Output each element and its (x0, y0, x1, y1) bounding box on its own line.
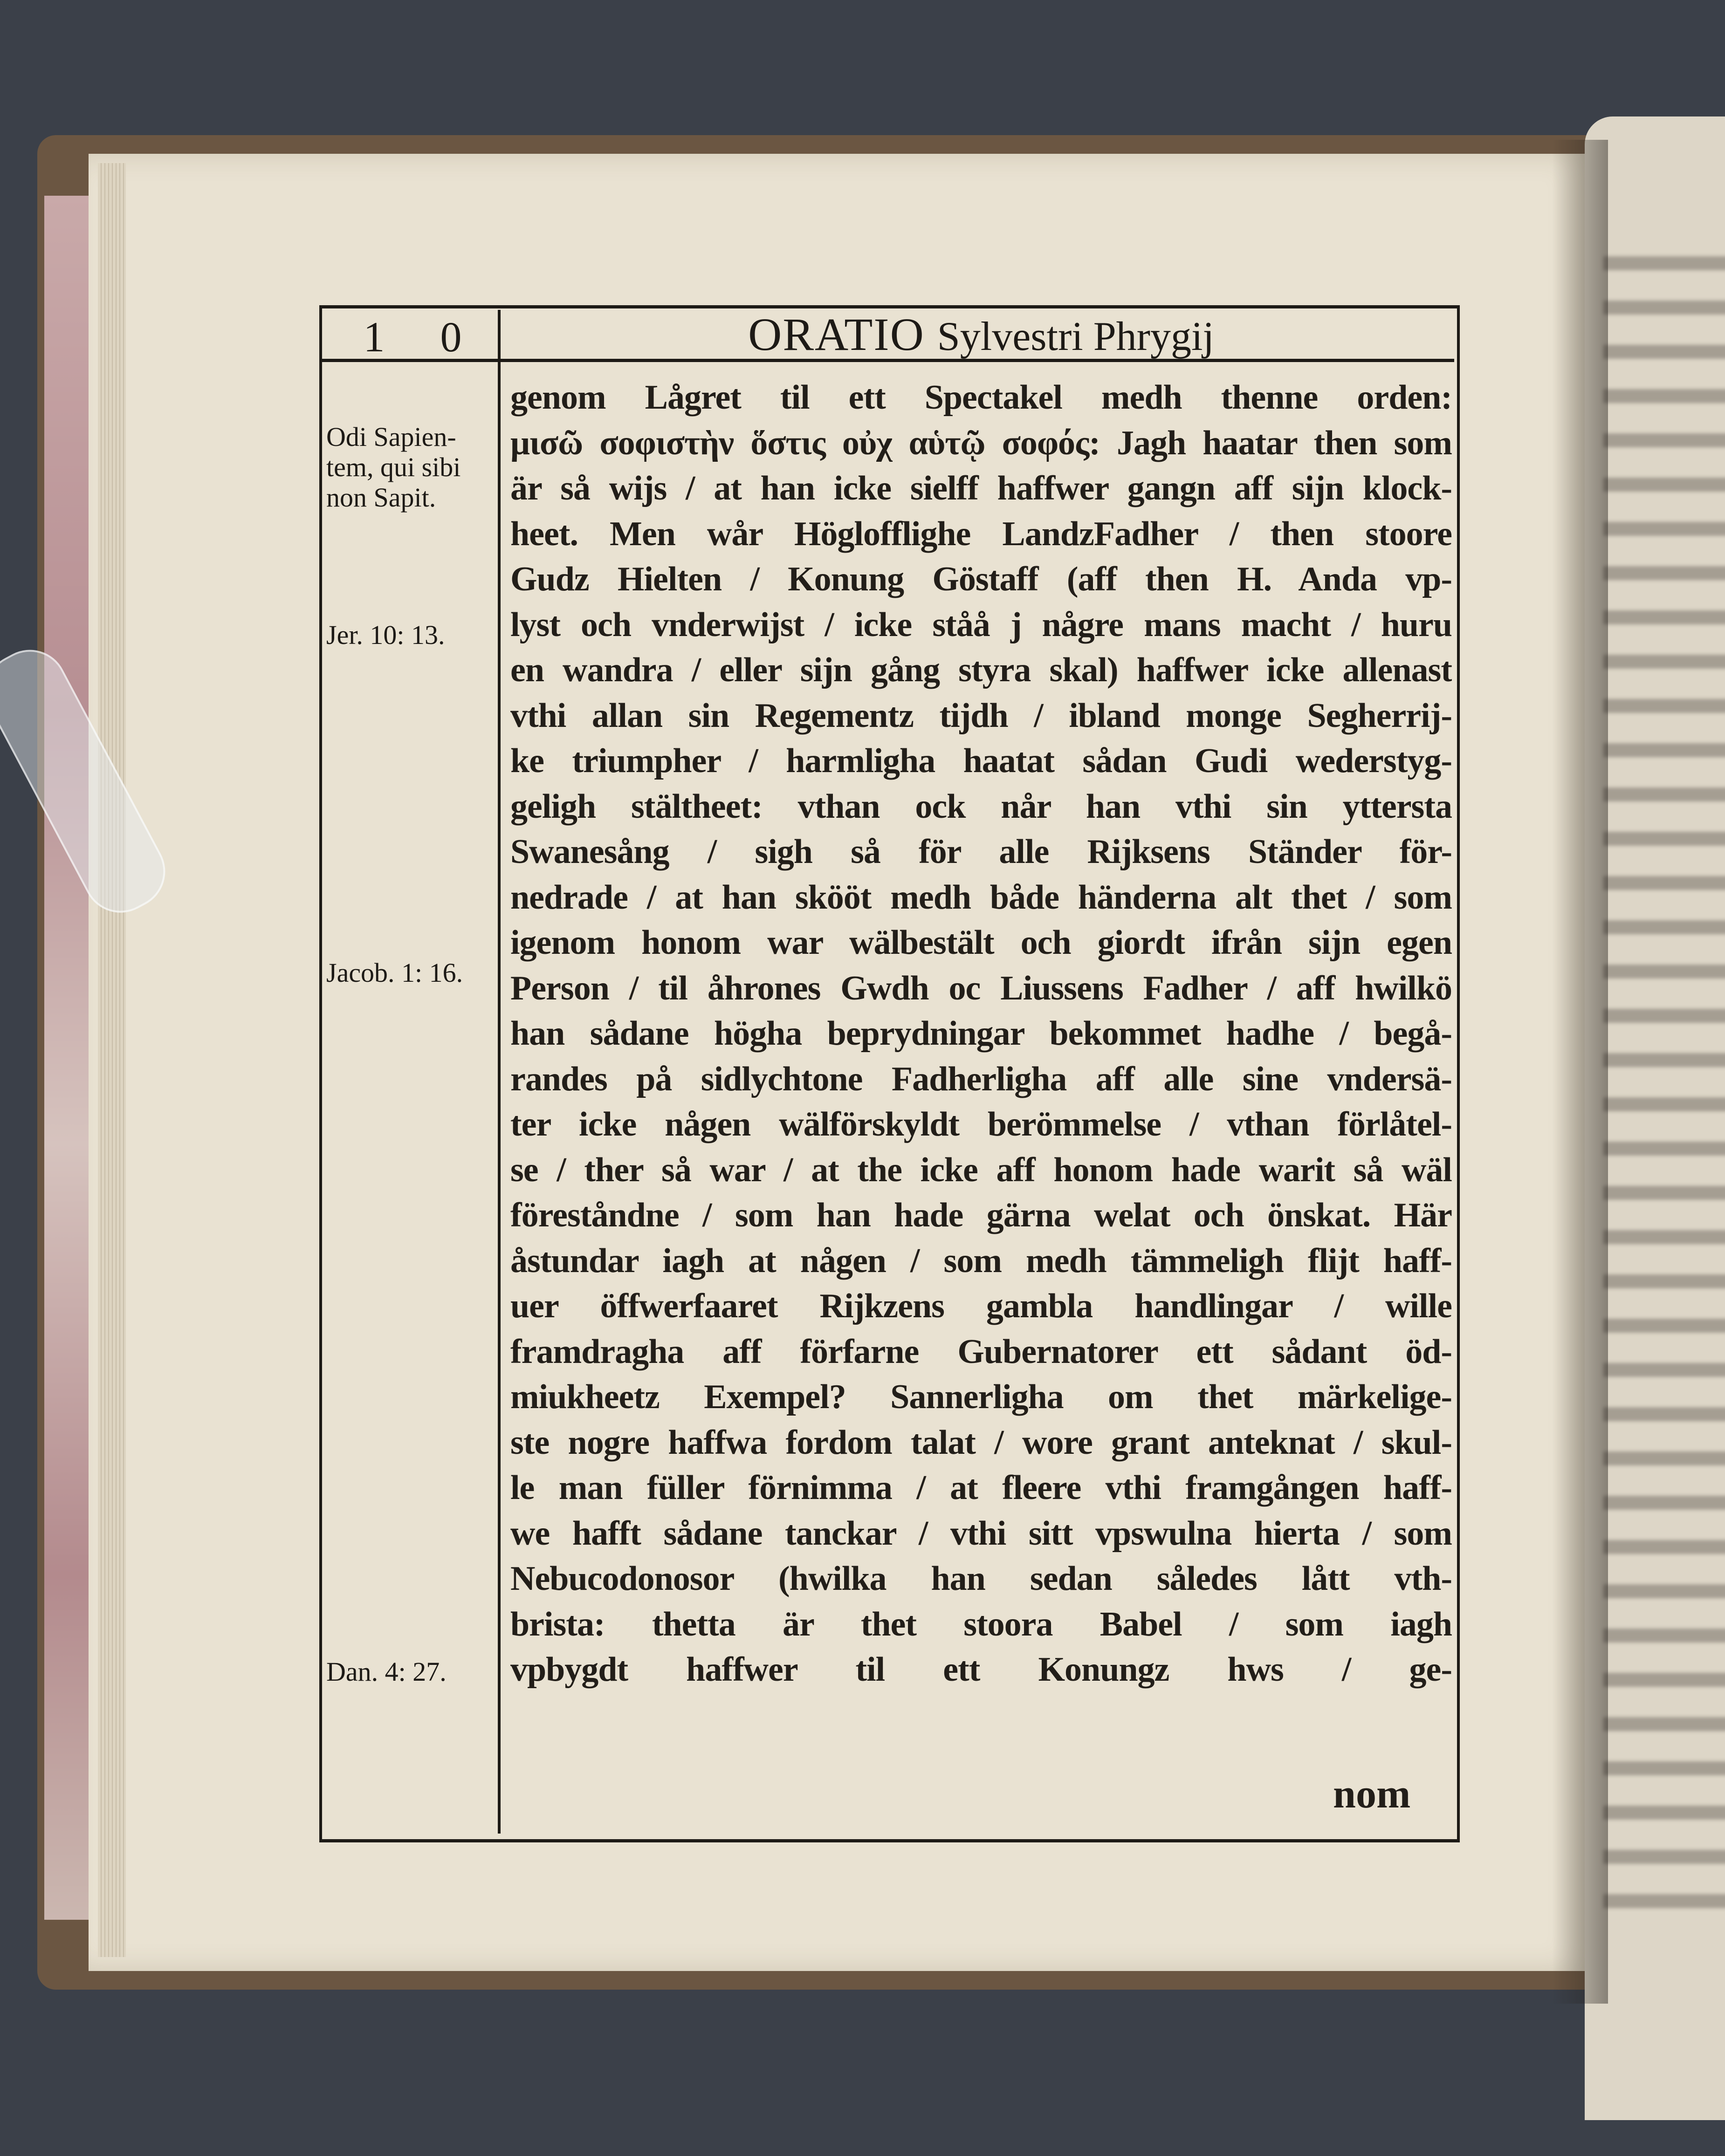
text-line: nedrade / at han skööt medh både händerna alt thet / som (510, 878, 1452, 917)
facing-page-text-blur (1603, 345, 1725, 359)
facing-page-text-blur (1603, 655, 1725, 669)
text-line: framdragha aff förfarne Gubernatorer ett sådant öd- (510, 1332, 1452, 1371)
facing-page-text-blur (1603, 920, 1725, 934)
facing-page-text-blur (1603, 699, 1725, 713)
text-line: igenom honom war wälbestält och giordt ifrån sijn egen (510, 924, 1452, 962)
text-line: brista: thetta är thet stoora Babel / som iagh (510, 1605, 1452, 1643)
facing-page-text-blur (1603, 1806, 1725, 1820)
text-line: föreståndne / som han hade gärna welat och önskat. Här (510, 1196, 1452, 1234)
text-line: le man füller förnimma / at fleere vthi framgången haff- (510, 1469, 1452, 1507)
facing-page-text-blur (1603, 1186, 1725, 1200)
facing-page-text-blur (1603, 787, 1725, 801)
text-line: uer öffwerfaaret Rijkzens gambla handlingar / wille (510, 1287, 1452, 1325)
running-title-main: ORATIO (748, 308, 925, 360)
facing-page-text-blur (1603, 1274, 1725, 1288)
text-line: se / ther så war / at the icke aff honom hade warit så wäl (510, 1150, 1452, 1189)
margin-note (326, 620, 494, 650)
facing-page-text-blur (1603, 1761, 1725, 1775)
running-title-rest: Sylvestri Phrygij (937, 314, 1214, 359)
text-line: ter icke någen wälförskyldt berömmelse / vthan förlåtel- (510, 1105, 1452, 1143)
body-text (510, 375, 1452, 1693)
text-line: Nebucodonosor (hwilka han sedan således lått vth- (510, 1560, 1452, 1598)
facing-page-text-blur (1603, 1142, 1725, 1156)
facing-page-text-blur (1603, 301, 1725, 315)
text-line: ke triumpher / harmligha haatat sådan Gudi wederstyg- (510, 742, 1452, 780)
facing-page-text-blur (1603, 1629, 1725, 1643)
text-line: ste nogre haffwa fordom talat / wore grant anteknat / skul- (510, 1423, 1452, 1462)
text-line: åstundar iagh at någen / som medh tämmeligh flijt haff- (510, 1241, 1452, 1280)
margin-note-line: tem, qui sibi (326, 452, 461, 482)
margin-note-line: Odi Sapien- (326, 422, 456, 452)
facing-page-text-blur (1603, 433, 1725, 447)
text-line: Swanesång / sigh så för alle Rijksens Ständer för- (510, 833, 1452, 871)
margin-note-line: Jacob. 1: 16. (326, 958, 463, 988)
facing-page-text-blur (1603, 1584, 1725, 1598)
facing-page-text-blur (1603, 1850, 1725, 1864)
facing-page-text-blur (1603, 522, 1725, 536)
page-number (336, 312, 489, 362)
facing-page-text-blur (1603, 743, 1725, 757)
text-line: han sådane högha beprydningar bekommet hadhe / begå- (510, 1014, 1452, 1053)
book-gutter-shadow (1552, 140, 1608, 2004)
facing-page-text-blur (1603, 1894, 1725, 1908)
margin-note (326, 1656, 494, 1687)
catchword: nom (1333, 1772, 1411, 1817)
text-line: är så wijs / at han icke sielff haffwer gangn aff sijn klock- (510, 469, 1452, 507)
margin-note-line: non Sapit. (326, 482, 436, 513)
facing-page-text-blur (1603, 1319, 1725, 1333)
page-number-digit: 0 (440, 313, 462, 361)
margin-divider (498, 310, 501, 1834)
facing-page-text-blur (1603, 876, 1725, 890)
text-line: en wandra / eller sijn gång styra skal) haffwer icke allenast (510, 651, 1452, 689)
facing-page-text-blur (1603, 566, 1725, 580)
text-line: vpbygdt haffwer til ett Konungz hws / ge- (510, 1650, 1452, 1689)
margin-note (326, 958, 494, 988)
text-line: Person / til åhrones Gwdh oc Liussens Fadher / aff hwilkö (510, 969, 1452, 1007)
facing-page-text-blur (1603, 1053, 1725, 1067)
facing-page-text-blur (1603, 610, 1725, 624)
facing-page-text-blur (1603, 1496, 1725, 1510)
text-line: lyst och vnderwijst / icke ståå j någre mans macht / huru (510, 605, 1452, 644)
facing-page-text-blur (1603, 1451, 1725, 1465)
facing-page-text-blur (1603, 1363, 1725, 1377)
facing-page-text-blur (1603, 832, 1725, 846)
text-line: geligh stältheet: vthan ock når han vthi sin yttersta (510, 787, 1452, 826)
margin-note-line: Dan. 4: 27. (326, 1656, 447, 1687)
text-line: μισῶ σοφιστὴν ὅστις οὐχ αὑτῷ σοφός: Jagh haatar then som (510, 424, 1452, 462)
facing-page-text-blur (1603, 1009, 1725, 1023)
facing-page-text-blur (1603, 1097, 1725, 1111)
facing-page-text-blur (1603, 1673, 1725, 1687)
margin-note-line: Jer. 10: 13. (326, 620, 445, 650)
text-line: randes på sidlychtone Fadherligha aff alle sine vndersä- (510, 1060, 1452, 1098)
facing-page-text-blur (1603, 256, 1725, 270)
page-number-digit: 1 (363, 313, 385, 361)
text-line: heet. Men wår Höglofflighe LandzFadher / then stoore (510, 514, 1452, 553)
facing-page-text-blur (1603, 965, 1725, 979)
margin-note (326, 422, 494, 513)
facing-page-text-blur (1603, 1407, 1725, 1421)
page-edges (98, 163, 126, 1957)
facing-page-text-blur (1603, 1230, 1725, 1244)
running-title (513, 308, 1450, 361)
text-line: genom Lågret til ett Spectakel medh thenne orden: (510, 378, 1452, 417)
text-line: we hafft sådane tanckar / vthi sitt vpswulna hierta / som (510, 1514, 1452, 1553)
facing-page-text-blur (1603, 1540, 1725, 1554)
facing-page-text-blur (1603, 1717, 1725, 1731)
text-line: vthi allan sin Regementz tijdh / ibland monge Segherrij- (510, 696, 1452, 735)
text-line: miukheetz Exempel? Sannerligha om thet märkelige- (510, 1378, 1452, 1416)
facing-page-text-blur (1603, 389, 1725, 403)
facing-page-text-blur (1603, 478, 1725, 492)
text-line: Gudz Hielten / Konung Göstaff (aff then H. Anda vp- (510, 560, 1452, 598)
